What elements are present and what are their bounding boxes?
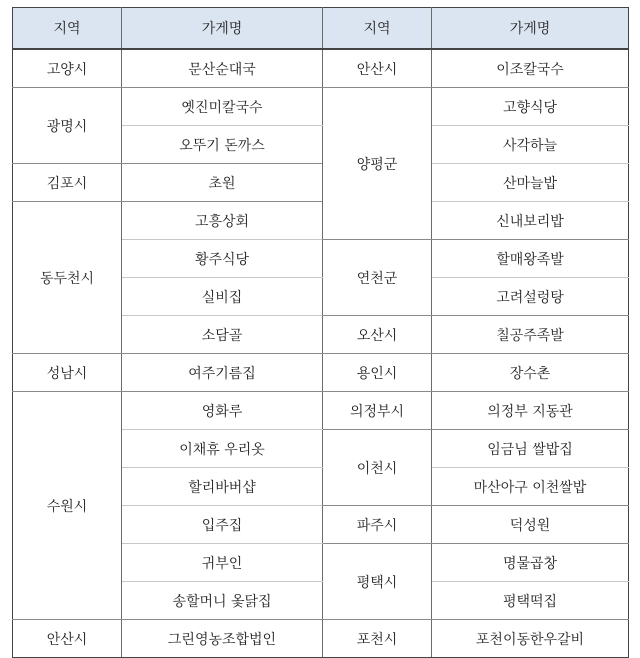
header-store-right: 가게명 (432, 8, 629, 50)
header-row (13, 8, 629, 50)
store-cell: 소담골 (122, 316, 323, 354)
table-container (12, 7, 629, 658)
store-cell: 의정부 지동관 (432, 392, 629, 430)
region-cell: 파주시 (323, 506, 432, 544)
table-row (13, 164, 629, 202)
store-cell: 초원 (122, 164, 323, 202)
store-cell: 귀부인 (122, 544, 323, 582)
store-cell: 송할머니 옻닭집 (122, 582, 323, 620)
store-cell: 덕성원 (432, 506, 629, 544)
store-cell: 이채휴 우리옷 (122, 430, 323, 468)
region-cell: 오산시 (323, 316, 432, 354)
store-cell: 문산순대국 (122, 49, 323, 88)
store-cell: 칠공주족발 (432, 316, 629, 354)
region-cell: 연천군 (323, 240, 432, 316)
region-cell: 김포시 (13, 164, 122, 202)
table-row (13, 620, 629, 658)
header-region-right: 지역 (323, 8, 432, 50)
store-cell: 그린영농조합법인 (122, 620, 323, 658)
store-cell: 옛진미칼국수 (122, 88, 323, 126)
table-row (13, 49, 629, 88)
region-cell: 평택시 (323, 544, 432, 620)
region-cell: 수원시 (13, 392, 122, 620)
store-cell: 할리바버샵 (122, 468, 323, 506)
store-cell: 장수촌 (432, 354, 629, 392)
store-cell: 신내보리밥 (432, 202, 629, 240)
region-cell: 고양시 (13, 49, 122, 88)
region-cell: 안산시 (13, 620, 122, 658)
region-cell: 동두천시 (13, 202, 122, 354)
store-cell: 임금님 쌀밥집 (432, 430, 629, 468)
header-store-left: 가게명 (122, 8, 323, 50)
store-cell: 입주집 (122, 506, 323, 544)
table-row (13, 354, 629, 392)
header-region-left: 지역 (13, 8, 122, 50)
store-cell: 명물곱창 (432, 544, 629, 582)
store-cell: 오뚜기 돈까스 (122, 126, 323, 164)
region-cell: 성남시 (13, 354, 122, 392)
table-row (13, 88, 629, 126)
region-cell: 양평군 (323, 88, 432, 240)
region-cell: 이천시 (323, 430, 432, 506)
store-table (12, 7, 629, 658)
store-cell: 이조칼국수 (432, 49, 629, 88)
table-row (13, 392, 629, 430)
region-cell: 포천시 (323, 620, 432, 658)
store-cell: 평택떡집 (432, 582, 629, 620)
store-cell: 고향식당 (432, 88, 629, 126)
region-cell: 의정부시 (323, 392, 432, 430)
store-cell: 실비집 (122, 278, 323, 316)
store-cell: 포천이동한우갈비 (432, 620, 629, 658)
store-cell: 황주식당 (122, 240, 323, 278)
store-cell: 고려설렁탕 (432, 278, 629, 316)
store-cell: 산마늘밥 (432, 164, 629, 202)
region-cell: 용인시 (323, 354, 432, 392)
store-cell: 사각하늘 (432, 126, 629, 164)
store-cell: 마산아구 이천쌀밥 (432, 468, 629, 506)
region-cell: 광명시 (13, 88, 122, 164)
region-cell: 안산시 (323, 49, 432, 88)
table-row (13, 202, 629, 240)
store-cell: 할매왕족발 (432, 240, 629, 278)
store-cell: 여주기름집 (122, 354, 323, 392)
store-cell: 영화루 (122, 392, 323, 430)
store-cell: 고흥상회 (122, 202, 323, 240)
